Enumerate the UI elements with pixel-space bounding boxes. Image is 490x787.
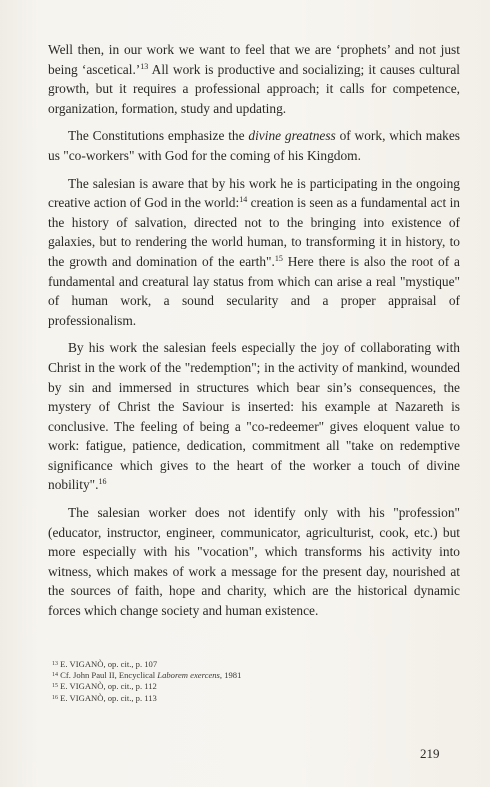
footnote-ref: 16: [98, 477, 107, 487]
page-number: 219: [420, 746, 440, 761]
footnote-text: E. VIGANÒ, op. cit., p. 107: [60, 659, 158, 669]
paragraph: [48, 174, 460, 331]
footnote-title: Laborem exercens,: [157, 670, 223, 681]
footnote-ref: 13: [140, 61, 149, 71]
footnote-ref: 14: [239, 195, 248, 205]
text-run: The salesian is aware that by his work he is participating in the ongoing creative action of God in the world:: [48, 175, 460, 211]
emphasis: divine greatness: [248, 128, 336, 144]
text-run: The Constitutions emphasize the: [68, 128, 249, 144]
footnote-text: Cf. John Paul II, Encyclical: [60, 670, 158, 681]
footnote: [52, 681, 432, 692]
paragraph: [48, 503, 460, 621]
footnote-ref: 15: [274, 253, 283, 263]
text-run: of work, which makes us "co-workers" with God for the coming of his Kingdom.: [48, 128, 460, 163]
footnote: [52, 659, 432, 670]
footnote-text: E. VIGANÒ, op. cit., p. 113: [60, 692, 157, 703]
text-run: By his work the salesian feels especially the joy of collaborating with Christ in the work of the "redemption"; in the activity of mankind, wounded by sin and immersed in structures which bear sin’s consequences, the mystery of Christ the Saviour is inserted: his example at Nazareth is conclusive. The feeling of being a "co-redeemer" gives eloquent value to work: fatigue, patience, dedication, commitment all "take on redemptive significance which gives to the heart of the worker a touch of divine nobility".: [48, 340, 460, 493]
paragraph: [48, 40, 460, 118]
text-run: Well then, in our work we want to feel that we are ‘prophets’ and not just being ‘ascetical.’: [48, 42, 460, 77]
footnotes: [52, 659, 432, 704]
footnote-number: 15: [52, 683, 58, 690]
footnote-text: E. VIGANÒ, op. cit., p. 112: [60, 681, 157, 692]
footnote-number: 16: [52, 694, 58, 701]
footnote-text: 1981: [222, 670, 242, 681]
footnote-number: 13: [52, 661, 58, 667]
paragraph: [48, 126, 460, 165]
footnote: [52, 670, 432, 681]
body-text: [48, 40, 460, 629]
footnote: [52, 693, 432, 704]
footnote-number: 14: [52, 672, 58, 679]
text-run: creation is seen as a fundamental act in the history of salvation, directed not to the bringing into existence of galaxies, but to rendering the world human, to transforming it in history, to the growth and domination of the earth".: [48, 195, 461, 269]
text-run: The salesian worker does not identify only with his "profession" (educator, instructor, engineer, communicator, agriculturist, cook, etc.) but more especially with his "vocation", which transforms his activity into witness, which makes of work a message for the present day, nourished at the sources of faith, hope and charity, which are the historical dynamic forces which change society and human existence.: [48, 505, 460, 619]
text-run: Here there is also the root of a fundamental and creatural lay status from which can arise a real "mystique" of human work, a sound secularity and a proper appraisal of professionalism.: [48, 253, 460, 328]
paragraph: [48, 338, 460, 495]
text-run: All work is productive and socializing; it causes cultural growth, but it requires a professional approach; it calls for competence, organization, formation, study and updating.: [48, 61, 460, 116]
